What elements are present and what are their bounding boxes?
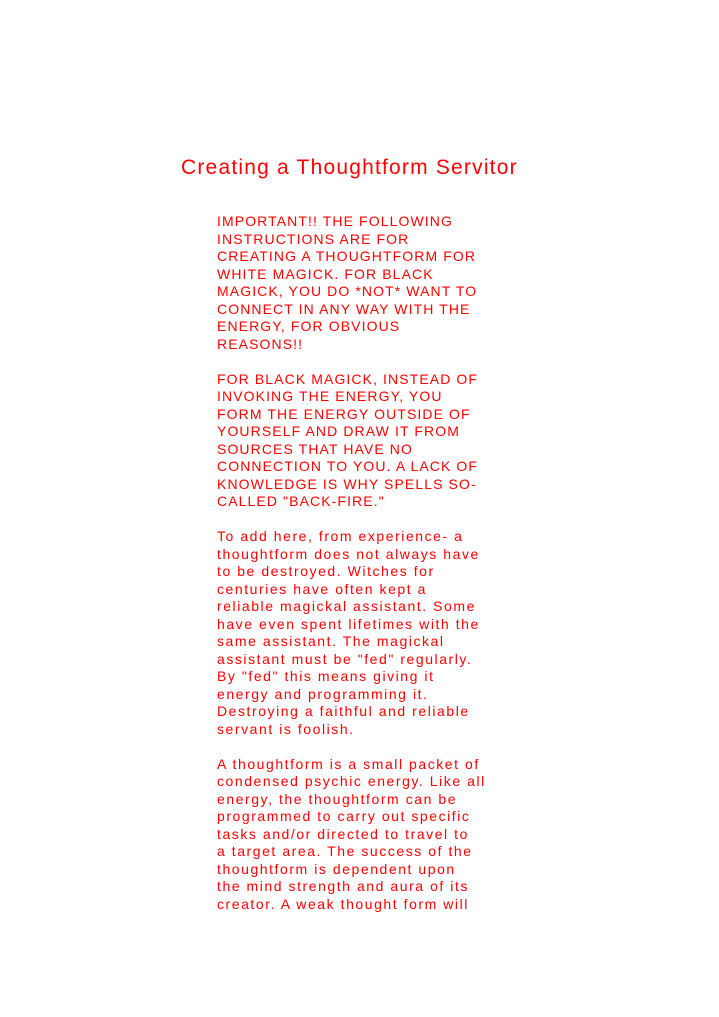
text-line: servant is foolish. bbox=[217, 720, 355, 737]
text-line: KNOWLEDGE IS WHY SPELLS SO- bbox=[217, 475, 477, 492]
text-line: energy and programming it. bbox=[217, 685, 429, 702]
text-line: centuries have often kept a bbox=[217, 580, 427, 597]
text-line: the mind strength and aura of its bbox=[217, 878, 469, 894]
text-line: FOR BLACK MAGICK, INSTEAD OF bbox=[217, 370, 479, 387]
text-line: CALLED "BACK-FIRE." bbox=[217, 493, 385, 509]
text-line: To add here, from experience- a bbox=[217, 528, 464, 544]
text-line: YOURSELF AND DRAW IT FROM bbox=[217, 423, 460, 439]
text-line: thoughtform is dependent upon bbox=[217, 860, 456, 877]
text-line: IMPORTANT!! THE FOLLOWING bbox=[217, 213, 453, 229]
paragraph-experience bbox=[217, 528, 517, 738]
text-line: MAGICK, YOU DO *NOT* WANT TO bbox=[217, 283, 478, 299]
text-line: reliable magickal assistant. Some bbox=[217, 598, 476, 614]
text-line: creator. A weak thought form will bbox=[217, 895, 469, 912]
text-line: same assistant. The magickal bbox=[217, 633, 445, 649]
text-line: assistant must be "fed" regularly. bbox=[217, 650, 473, 667]
text-line: thoughtform does not always have bbox=[217, 545, 480, 562]
text-line: programmed to carry out specific bbox=[217, 808, 471, 824]
text-line: CONNECT IN ANY WAY WITH THE bbox=[217, 300, 471, 317]
page-title: Creating a Thoughtform Servitor bbox=[181, 156, 518, 179]
text-line: have even spent lifetimes with the bbox=[217, 615, 480, 632]
text-line: By "fed" this means giving it bbox=[217, 668, 435, 684]
text-line: SOURCES THAT HAVE NO bbox=[217, 440, 413, 457]
text-line: a target area. The success of the bbox=[217, 843, 473, 859]
text-line: ENERGY, FOR OBVIOUS bbox=[217, 318, 401, 334]
text-line: to be destroyed. Witches for bbox=[217, 563, 435, 579]
paragraph-important-notice bbox=[217, 213, 517, 353]
text-line: condensed psychic energy. Like all bbox=[217, 773, 486, 789]
text-line: energy, the thoughtform can be bbox=[217, 790, 458, 807]
text-line: CONNECTION TO YOU. A LACK OF bbox=[217, 458, 479, 474]
text-line: tasks and/or directed to travel to bbox=[217, 825, 469, 842]
document-body bbox=[217, 213, 517, 931]
text-line: INVOKING THE ENERGY, YOU bbox=[217, 388, 443, 404]
paragraph-black-magick bbox=[217, 371, 517, 511]
text-line: INSTRUCTIONS ARE FOR bbox=[217, 230, 410, 247]
text-line: A thoughtform is a small packet of bbox=[217, 755, 480, 772]
text-line: WHITE MAGICK. FOR BLACK bbox=[217, 265, 434, 282]
paragraph-definition bbox=[217, 756, 517, 914]
text-line: Destroying a faithful and reliable bbox=[217, 703, 470, 719]
text-line: FORM THE ENERGY OUTSIDE OF bbox=[217, 405, 471, 422]
text-line: CREATING A THOUGHTFORM FOR bbox=[217, 248, 477, 264]
text-line: REASONS!! bbox=[217, 335, 304, 352]
